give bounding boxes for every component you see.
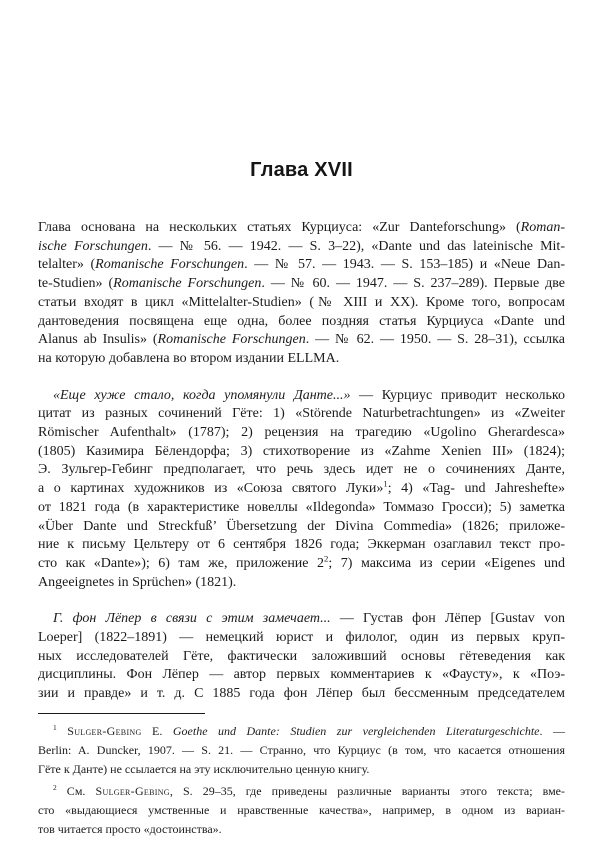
text-segment: Romanische Forschungen — [157, 332, 306, 348]
text-segment: Angeeignetes in Sprüchen» (1821). — [38, 574, 237, 590]
text-line — [38, 760, 565, 779]
text-line — [38, 424, 565, 443]
text-segment: Römischer Aufenthalt» (1787); 2) рецензия на трагедию «Ugolino Gherardesca» — [38, 425, 565, 441]
text-segment: статьи входят в цикл «Mittelalter-Studien» (№ XIII и XX). Кроме того, вопросам — [38, 294, 565, 310]
paragraph — [38, 387, 565, 593]
text-segment: См. — [56, 783, 96, 798]
paragraph — [38, 219, 565, 369]
footnote-ref-marker: 1 — [383, 478, 388, 489]
text-segment: цитат из разных сочинений Гёте: 1) «Störende Naturbetrachtungen» из «Zweiter — [38, 406, 565, 422]
text-segment: . — № 57. — 1943. — S. 153–185) и «Neue Dan- — [244, 257, 565, 273]
text-line — [38, 443, 565, 462]
text-line — [38, 518, 565, 537]
text-segment: Alanus ab Insulis» ( — [38, 332, 158, 348]
text-segment: ние к письму Цельтеру от 6 сентября 1826 года; Эккерман озаглавил текст про- — [38, 537, 565, 553]
text-line — [38, 256, 565, 275]
footnote-ref-marker: 2 — [324, 553, 329, 564]
text-line — [38, 499, 565, 518]
text-line — [38, 722, 565, 741]
text-line — [38, 782, 565, 801]
text-segment: Romanische Forschungen — [113, 276, 262, 292]
text-line — [38, 350, 565, 369]
text-line — [38, 801, 565, 820]
text-segment: Глава основана на нескольких статьях Курциуса: «Zur Danteforschung» ( — [38, 220, 521, 235]
text-segment: сто как «Dante»); 6) там же, приложение 2 — [38, 555, 325, 571]
text-segment: Romanische Forschungen — [95, 257, 245, 273]
text-segment: telalter» ( — [38, 257, 96, 273]
text-segment: . — — [539, 723, 566, 738]
footnote — [38, 722, 565, 779]
text-segment: ; 4) «Tag- und Jahreshefte» — [387, 481, 566, 497]
text-segment: Sulger-Gebing — [95, 783, 170, 798]
text-segment: дантоведения посвящена еще одна, более поздняя статья Курциуса «Dante und — [38, 313, 565, 329]
text-line — [38, 610, 565, 629]
text-line — [38, 629, 565, 648]
text-segment: сто «выдающиеся умственные и нравственные качества», например, в одном из вариан- — [38, 802, 565, 817]
text-segment: E. — [141, 723, 173, 738]
text-segment: . — № 60. — 1947. — S. 237–289). Первые две — [261, 276, 565, 292]
text-segment: — Курциус приводит несколько — [350, 387, 565, 403]
chapter-title: Глава XVII — [250, 159, 353, 181]
text-segment: , S. 29–35, где приведены различные варианты этого текста; вме- — [169, 783, 565, 798]
text-segment: Г. фон Лёпер в связи с этим замечает... — [53, 611, 331, 627]
text-segment: (1805) Казимира Бёлендорфа; 3) стихотворение из «Zahme Xenien III» (1824); — [38, 443, 565, 459]
text-segment — [57, 724, 68, 738]
paragraph — [38, 610, 565, 704]
text-segment: «Über Dante und Streckfuß’ Übersetzung der Divina Commedia» (1826; приложе- — [38, 518, 565, 534]
text-line — [38, 331, 565, 350]
text-segment: «Еще хуже стало, когда упомянули Данте...» — [53, 387, 351, 403]
text-line — [38, 219, 565, 238]
footnotes — [38, 722, 565, 839]
text-segment: ных исследователей Гёте, фактически заложивший основы гётеведения как — [38, 648, 565, 664]
footnote-separator — [38, 713, 205, 714]
text-line — [38, 480, 565, 499]
text-line — [38, 387, 565, 406]
text-segment: Berlin: A. Duncker, 1907. — S. 21. — Странно, что Курциус (в том, что касается отношения — [38, 742, 565, 757]
text-segment: Loeper] (1822–1891) — немецкий юрист и филолог, один из первых круп- — [38, 630, 565, 646]
text-line — [38, 555, 565, 574]
text-line — [38, 666, 565, 685]
text-line — [38, 685, 565, 704]
text-segment: Roman- — [520, 220, 565, 235]
text-segment: от 1821 года (в характеристике новеллы «Ildegonda» Томмазо Гросси); 5) заметка — [38, 499, 565, 515]
footnote-ref-marker: 2 — [53, 782, 57, 792]
text-segment: Goethe und Dante: Studien zur vergleichenden Literaturgeschichte — [172, 723, 540, 738]
text-line — [38, 405, 565, 424]
text-line — [38, 574, 565, 593]
text-segment: ische Forschungen — [38, 238, 148, 254]
text-segment: ; 7) максима из серии «Eigenes und — [328, 555, 566, 571]
text-line — [38, 238, 565, 257]
text-segment: а о картинах художников из «Союза святого Луки» — [38, 481, 384, 497]
text-line — [38, 275, 565, 294]
text-segment: дисциплины. Фон Лёпер — автор первых комментариев к «Фаусту», к «Поэ- — [38, 667, 565, 683]
text-line — [38, 536, 565, 555]
text-segment: на которую добавлена во втором издании ELLMA. — [38, 350, 340, 366]
text-line — [38, 313, 565, 332]
text-segment: Sulger-Gebing — [67, 723, 142, 738]
text-segment: Гёте к Данте) не ссылается на эту исключительно ценную книгу. — [38, 761, 370, 776]
footnote — [38, 782, 565, 839]
text-line — [38, 461, 565, 480]
text-segment: — Густав фон Лёпер [Gustav von — [330, 611, 565, 627]
text-segment: te-Studien» ( — [38, 276, 114, 292]
body-paragraphs — [38, 219, 565, 704]
text-segment: . — № 56. — 1942. — S. 3–22), «Dante und das lateinische Mit- — [147, 238, 565, 254]
text-line — [38, 294, 565, 313]
page-content — [38, 158, 565, 839]
footnote-ref-marker: 1 — [53, 722, 57, 732]
text-line — [38, 820, 565, 839]
text-segment: Э. Зульгер-Гебинг предполагает, что речь здесь идет не о сочинениях Данте, — [38, 462, 565, 478]
text-segment: зии и правде» и т. д. С 1885 года фон Лёпер был бессменным председателем — [38, 686, 565, 702]
text-line — [38, 741, 565, 760]
text-segment: . — № 62. — 1950. — S. 28–31), ссылка — [305, 332, 565, 348]
text-segment: тов читается просто «достоинства». — [38, 821, 222, 836]
text-line — [38, 648, 565, 667]
